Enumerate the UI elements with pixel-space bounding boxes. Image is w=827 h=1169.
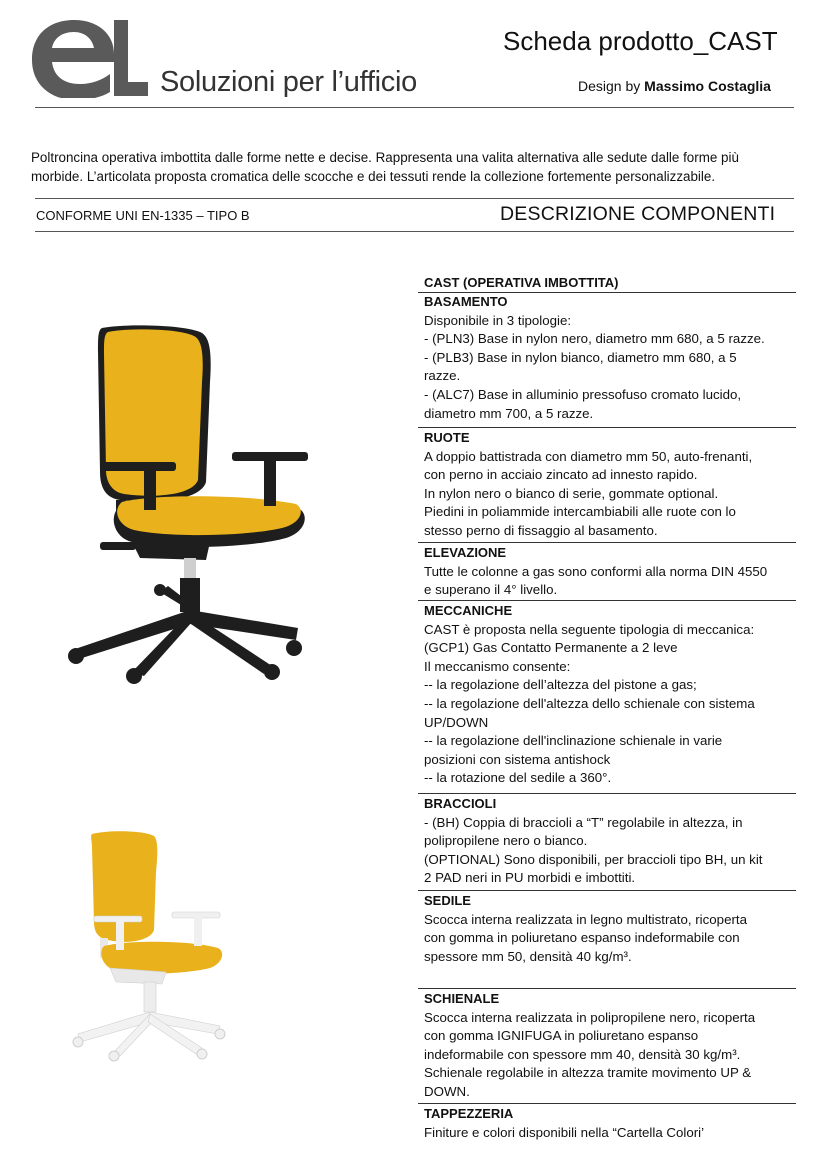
header-divider — [35, 107, 794, 108]
spec-line: In nylon nero o bianco di serie, gommate optional. — [424, 485, 719, 501]
spec-heading: TAPPEZZERIA — [424, 1106, 514, 1121]
spec-divider — [418, 427, 796, 428]
intro-paragraph — [31, 148, 811, 186]
spec-schienale — [424, 990, 796, 1102]
spec-line: UP/DOWN — [424, 714, 489, 730]
spec-tappezzeria — [424, 1105, 796, 1142]
spec-line: con perno in acciaio zincato ad innesto rapido. — [424, 467, 698, 483]
spec-heading: SEDILE — [424, 893, 471, 908]
spec-line: (OPTIONAL) Sono disponibili, per braccioli tipo BH, un kit — [424, 851, 763, 867]
spec-divider — [418, 600, 796, 601]
spec-product-title — [424, 274, 796, 293]
spec-line: con gomma IGNIFUGA in poliuretano espanso — [424, 1028, 699, 1044]
spec-line: posizioni con sistema antishock — [424, 751, 611, 767]
company-tagline: Soluzioni per l’ufficio — [160, 66, 417, 98]
spec-heading: SCHIENALE — [424, 991, 500, 1006]
spec-line: -- la rotazione del sedile a 360°. — [424, 770, 612, 786]
spec-line: Il meccanismo consente: — [424, 658, 571, 674]
spec-divider — [418, 1103, 796, 1104]
spec-line: -- la regolazione dell'altezza dello schienale con sistema — [424, 695, 755, 711]
chair-black-base-image — [60, 322, 310, 687]
conformity-label: CONFORME UNI EN-1335 – TIPO B — [36, 208, 250, 223]
spec-line: e superano il 4° livello. — [424, 582, 558, 598]
el-logo — [28, 14, 150, 98]
intro-line-1: Poltroncina operativa imbottita dalle forme nette e decise. Rappresenta una valita alternativa alle sedute dalle forme più — [31, 150, 739, 165]
spec-elevazione — [424, 544, 796, 600]
spec-heading: ELEVAZIONE — [424, 545, 507, 560]
spec-line: polipropilene nero o bianco. — [424, 833, 588, 849]
spec-line: -- la regolazione dell’altezza del pistone a gas; — [424, 677, 697, 693]
designer-credit — [578, 78, 771, 94]
spec-line: 2 PAD neri in PU morbidi e imbottiti. — [424, 870, 636, 886]
spec-divider — [418, 890, 796, 891]
spec-meccaniche — [424, 602, 796, 788]
spec-line: DOWN. — [424, 1083, 470, 1099]
spec-line: con gomma in poliuretano espanso indeformabile con — [424, 930, 740, 946]
spec-line: -- la regolazione dell'inclinazione schienale in varie — [424, 733, 723, 749]
spec-braccioli — [424, 795, 796, 888]
page-title: Scheda prodotto_CAST — [503, 26, 778, 56]
spec-line: Piedini in poliammide intercambiabili alle ruote con lo — [424, 504, 736, 520]
spec-heading: BRACCIOLI — [424, 796, 497, 811]
spec-ruote — [424, 429, 796, 541]
spec-line: (GCP1) Gas Contatto Permanente a 2 leve — [424, 640, 678, 656]
spec-line: A doppio battistrada con diametro mm 50, auto-frenanti, — [424, 448, 753, 464]
spec-line: - (PLB3) Base in nylon bianco, diametro mm 680, a 5 — [424, 349, 737, 365]
intro-line-2: morbide. L’articolata proposta cromatica delle scocche e dei tessuti rende la collezione fortemente personalizzabile. — [31, 169, 716, 184]
spec-divider — [418, 542, 796, 543]
product-name: CAST (OPERATIVA IMBOTTITA) — [424, 275, 619, 290]
design-prefix: Design by — [578, 78, 641, 94]
spec-line: - (BH) Coppia di braccioli a “T” regolabile in altezza, in — [424, 814, 743, 830]
spec-line: Schienale regolabile in altezza tramite movimento UP & — [424, 1065, 752, 1081]
spec-line: diametro mm 700, a 5 razze. — [424, 405, 594, 421]
spec-line: Finiture e colori disponibili nella “Cartella Colori’ — [424, 1124, 705, 1140]
spec-line: spessore mm 50, densità 40 kg/m³. — [424, 948, 632, 964]
spec-line: Scocca interna realizzata in legno multistrato, ricoperta — [424, 911, 747, 927]
spec-line: - (PLN3) Base in nylon nero, diametro mm 680, a 5 razze. — [424, 331, 765, 347]
spec-line: Disponibile in 3 tipologie: — [424, 312, 572, 328]
spec-basamento — [424, 293, 796, 423]
chair-white-base-image — [70, 828, 230, 1064]
bar-bottom-divider — [35, 231, 794, 232]
bar-top-divider — [35, 198, 794, 199]
designer-name: Massimo Costaglia — [644, 78, 771, 94]
spec-line: - (ALC7) Base in alluminio pressofuso cromato lucido, — [424, 386, 742, 402]
spec-line: razze. — [424, 368, 461, 384]
spec-line: Tutte le colonne a gas sono conformi alla norma DIN 4550 — [424, 563, 768, 579]
section-heading: DESCRIZIONE COMPONENTI — [500, 203, 776, 225]
spec-heading: BASAMENTO — [424, 294, 508, 309]
spec-divider — [418, 988, 796, 989]
spec-line: Scocca interna realizzata in polipropilene nero, ricoperta — [424, 1009, 756, 1025]
spec-sedile — [424, 892, 796, 966]
spec-line: indeformabile con spessore mm 40, densità 30 kg/m³. — [424, 1046, 741, 1062]
spec-line: stesso perno di fissaggio al basamento. — [424, 522, 658, 538]
spec-heading: RUOTE — [424, 430, 470, 445]
spec-divider — [418, 793, 796, 794]
spec-heading: MECCANICHE — [424, 603, 513, 618]
spec-line: CAST è proposta nella seguente tipologia di meccanica: — [424, 621, 755, 637]
